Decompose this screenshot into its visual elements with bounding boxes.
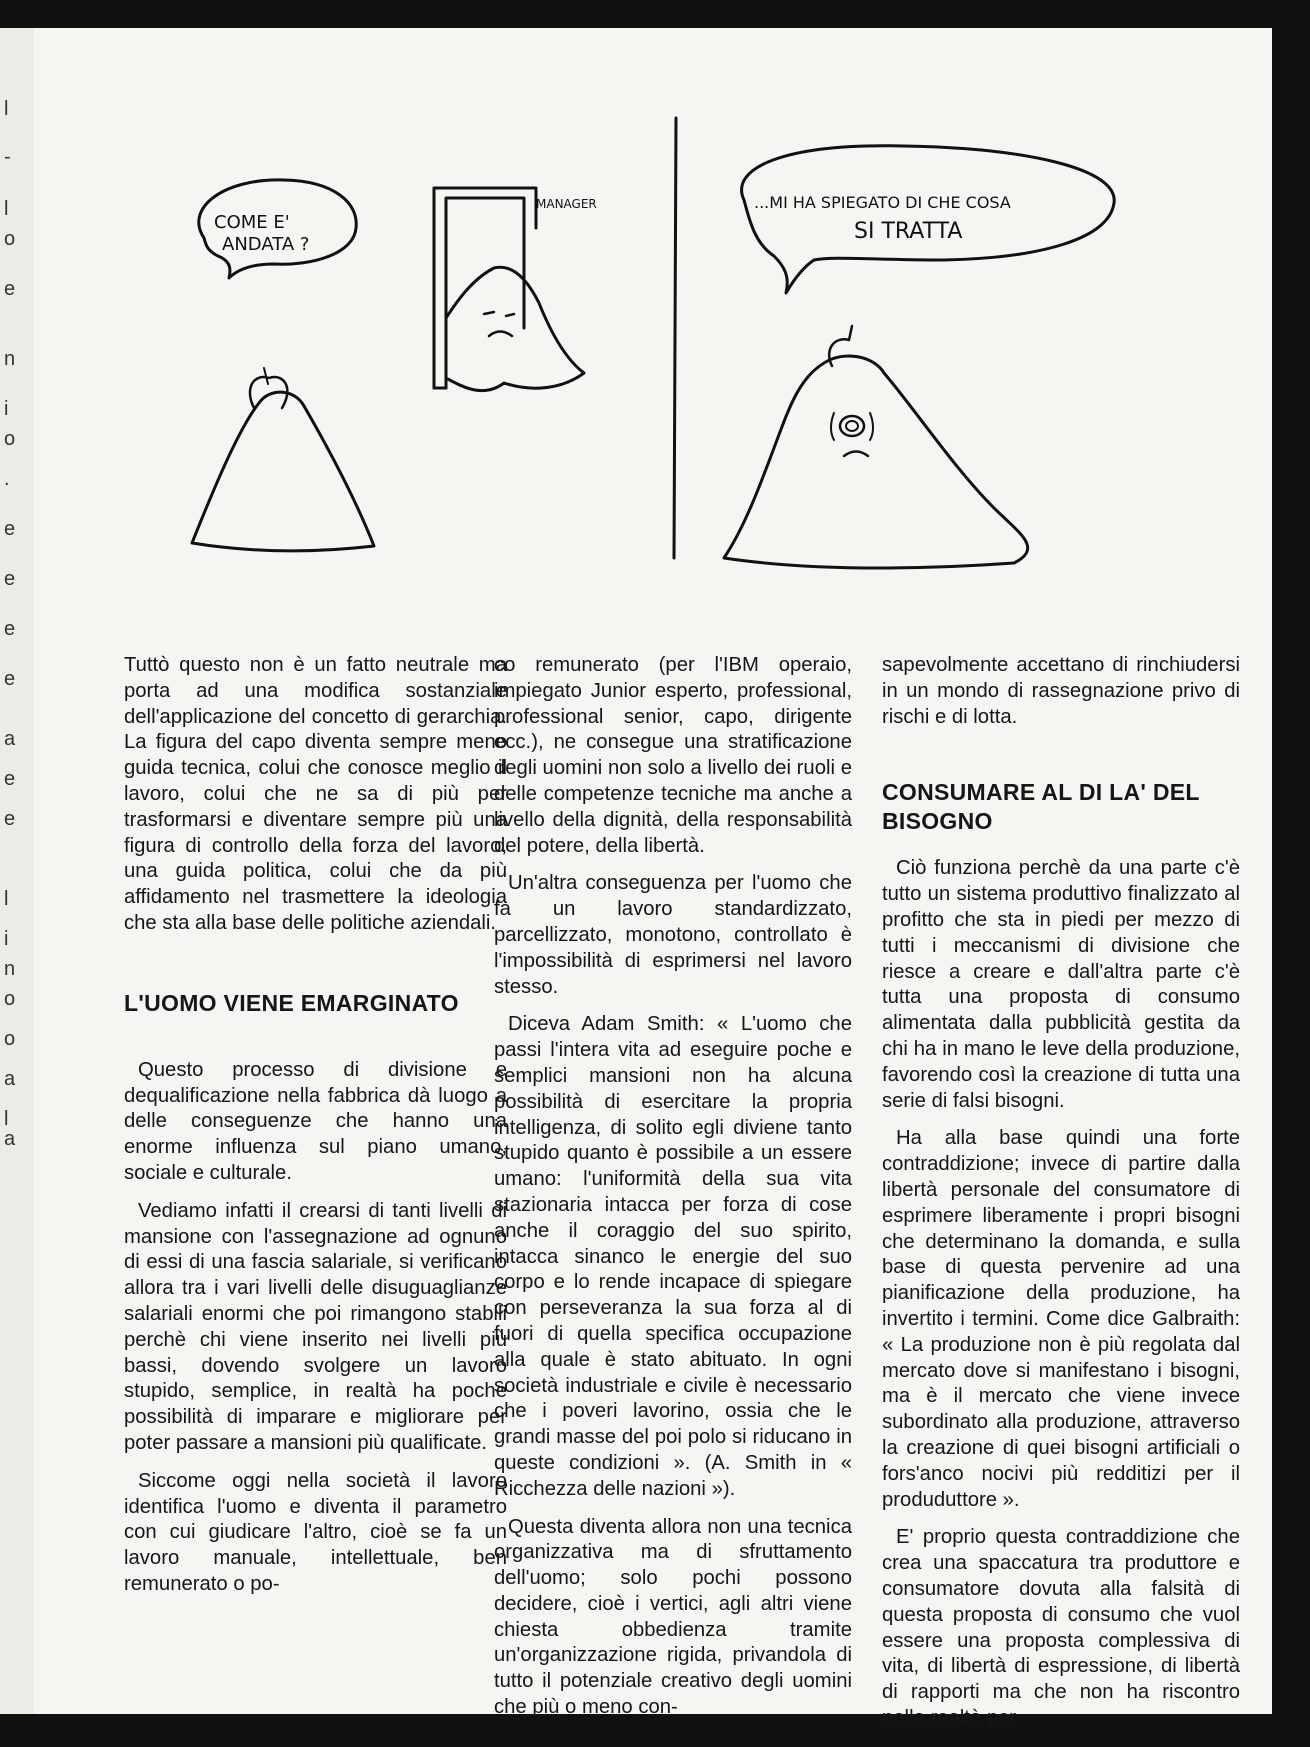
paragraph: Ciò funziona perchè da una parte c'è tutto un sistema produttivo finalizzato al profitto che sta in piedi per mezzo di tutti i meccanismi di divisione che riesce a creare e dall'altra parte c'è tutta una proposta di consumo alimentata dalla pubblicità gestita da chi ha in mano le leve della produzione, favorendo così la creazione di tutta una serie di falsi bisogni. <box>882 857 1240 1112</box>
speech-right-line2: SI TRATTA <box>854 219 963 244</box>
bleed-char: l <box>4 98 9 120</box>
bleed-char: e <box>4 668 16 690</box>
bleed-char: e <box>4 518 16 540</box>
bleed-char: o <box>4 428 16 450</box>
scan-edge <box>1272 28 1310 1714</box>
bleed-char: o <box>4 228 16 250</box>
previous-page-bleed <box>0 28 34 1714</box>
article-column-3 <box>882 653 1240 1744</box>
bleed-char: - <box>4 146 11 168</box>
bleed-char: l <box>4 198 9 220</box>
paragraph: Siccome oggi nella società il lavoro identifica l'uomo e diventa il parametro con cui giudicare l'altro, cioè se fa un lavoro manuale, intellettuale, ben remunerato o po- <box>124 1469 507 1595</box>
paragraph: sapevolmente accettano di rinchiudersi in un mondo di rassegnazione privo di rischi e di lotta. <box>882 654 1240 728</box>
bleed-char: a <box>4 1068 16 1090</box>
magazine-page <box>34 28 1272 1729</box>
paragraph: E' proprio questa contraddizione che crea una spaccatura tra produttore e consumatore dovuta alla falsità di questa proposta di consumo che vuol essere una proposta complessiva di vita, di libertà di espressione, di libertà di rapporti ma che non ha riscontro nella realtà per <box>882 1526 1240 1729</box>
bleed-char: o <box>4 988 16 1010</box>
blob-figure-left <box>192 392 374 551</box>
blob-figure-right <box>724 356 1028 568</box>
bleed-char: e <box>4 808 16 830</box>
bleed-char: i <box>4 398 9 420</box>
paragraph: Questo processo di divisione e dequalificazione nella fabbrica dà luogo a delle conseguenze che hanno una enorme influenza sul piano umano, sociale e culturale. <box>124 1058 507 1184</box>
article-column-2 <box>494 653 852 1733</box>
paragraph: Diceva Adam Smith: « L'uomo che passi l'intera vita ad eseguire poche e semplici mansioni non ha alcuna possibilità di esercitare la propria intelligenza, di solito egli diviene tanto stupido quanto è possibile a un essere umano: l'uniformità della sua vita stazionaria intacca per forza di cose anche il coraggio del suo spirito, intacca sinanco le energie del suo corpo e lo rende incapace di spiegare con perseveranza la sua forza al di fuori di quella specifica occupazione alla quale è stato abituato. In ogni società industriale e civile è necessario che i poveri lavorino, ossia che le grandi masse del poi polo si riducano in queste condizioni ». (A. Smith in « Ricchezza delle nazioni »). <box>494 1013 852 1500</box>
bleed-char: n <box>4 958 16 980</box>
speech-right-line1: ...MI HA SPIEGATO DI CHE COSA <box>754 193 1011 212</box>
panel-divider <box>674 118 676 558</box>
cartoon-illustration <box>184 88 1184 588</box>
paragraph: Un'altra conseguenza per l'uomo che fa un lavoro standardizzato, parcellizzato, monotono, controllato è l'impossibilità di esprimersi nel lavoro stesso. <box>494 872 852 998</box>
speech-left-text: COME E' ANDATA ? <box>214 212 310 255</box>
bleed-char: e <box>4 618 16 640</box>
bleed-char: a <box>4 1128 16 1150</box>
manager-figure <box>446 267 584 390</box>
bleed-char: . <box>4 468 10 490</box>
section-heading: CONSUMARE AL DI LA' DEL BISOGNO <box>882 779 1200 835</box>
paragraph: Questa diventa allora non una tecnica organizzativa ma di sfruttamento dell'uomo; solo pochi possono decidere, cioè i vertici, agli altri viene chiesta obbedienza tramite un'organizzazione rigida, privandola di tutto il potenziale creativo degli uomini che più o meno con- <box>494 1515 852 1719</box>
paragraph: co remunerato (per l'IBM operaio, impiegato Junior esperto, professional, professional senior, capo, dirigente ecc.), ne consegue una stratificazione degli uomini non solo a livello dei ruoli e delle competenze tecniche ma anche a livello della dignità, della responsabilità del potere, della libertà. <box>494 654 852 857</box>
door-sign-text: MANAGER <box>536 197 597 211</box>
bleed-char: e <box>4 768 16 790</box>
bleed-char: l <box>4 1108 9 1130</box>
section-heading: L'UOMO VIENE EMARGINATO <box>124 989 459 1016</box>
bleed-char: a <box>4 728 16 750</box>
article-column-1 <box>124 653 507 1610</box>
bleed-char: n <box>4 348 16 370</box>
bleed-char: e <box>4 278 16 300</box>
bleed-char: o <box>4 1028 16 1050</box>
paragraph: Ha alla base quindi una forte contraddizione; invece di partire dalla libertà personale del consumatore di esprimere liberamente i propri bisogni che determinano la domanda, e sulla base di questa pervenire ad una pianificazione della produzione, ha invertito i termini. Come dice Galbraith: « La produzione non è più regolata dal mercato dove si manifestano i bisogni, ma è il mercato che viene invece subordinato alla produzione, attraverso la creazione di quei bisogni artificiali o fors'anco nocivi più redditizi per il produduttore ». <box>882 1127 1240 1511</box>
bleed-char: l <box>4 888 9 910</box>
bleed-char: i <box>4 928 9 950</box>
paragraph: Tuttò questo non è un fatto neutrale ma porta ad una modifica sostanziale dell'applicazione del concetto di gerarchia. La figura del capo diventa sempre meno guida tecnica, colui che conosce meglio il lavoro, colui che ne sa di più per trasformarsi e diventare sempre più una figura di controllo della forza del lavoro, una guida politica, colui che da più affidamento nel trasmettere la ideologia che sta alla base delle politiche aziendali. <box>124 654 507 934</box>
bleed-char: e <box>4 568 16 590</box>
manager-door <box>446 198 524 388</box>
paragraph: Vediamo infatti il crearsi di tanti livelli di mansione con l'assegnazione ad ognuno di essi di una fascia salariale, si verificano allora tra i vari livelli delle disuguaglianze salariali enormi che poi rimangono stabili perchè chi viene inserito nei livelli più bassi, dovendo svolgere un lavoro stupido, semplice, in realtà ha poche possibilità di imparare e migliorare per poter passare a mansioni più qualificate. <box>124 1199 507 1454</box>
